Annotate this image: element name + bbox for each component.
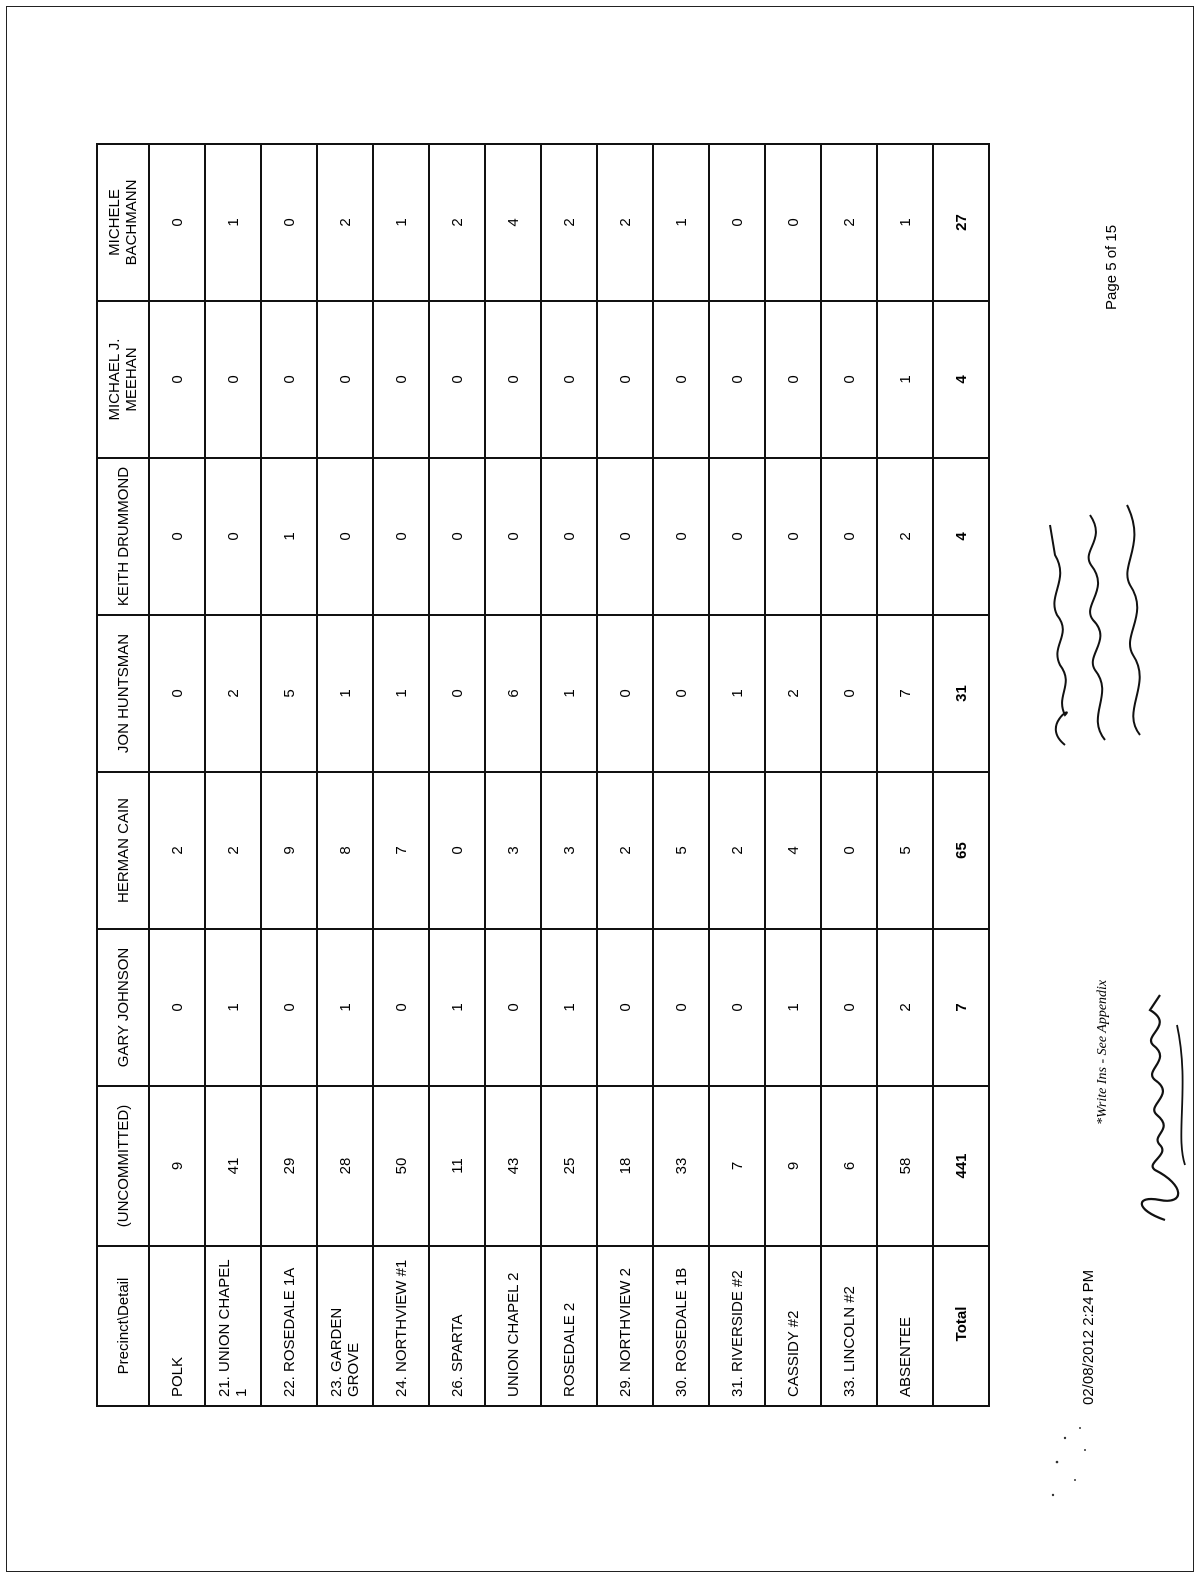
vote-count: 0 bbox=[429, 615, 485, 772]
vote-count: 1 bbox=[653, 144, 709, 301]
vote-count: 1 bbox=[317, 615, 373, 772]
vote-count: 0 bbox=[149, 301, 205, 458]
vote-count: 9 bbox=[765, 1086, 821, 1246]
precinct-name: 31. RIVERSIDE #2 bbox=[709, 1246, 765, 1406]
vote-count: 2 bbox=[597, 144, 653, 301]
column-header-candidate: (UNCOMMITTED) bbox=[97, 1086, 149, 1246]
vote-count: 0 bbox=[149, 929, 205, 1086]
vote-count: 5 bbox=[261, 615, 317, 772]
table-row bbox=[765, 144, 821, 1406]
vote-count: 0 bbox=[261, 144, 317, 301]
table-body bbox=[149, 144, 989, 1406]
vote-count: 1 bbox=[877, 301, 933, 458]
vote-count: 0 bbox=[149, 458, 205, 615]
vote-count: 9 bbox=[149, 1086, 205, 1246]
vote-count: 0 bbox=[373, 301, 429, 458]
vote-count: 1 bbox=[541, 929, 597, 1086]
column-header-candidate: HERMAN CAIN bbox=[97, 772, 149, 929]
vote-count: 5 bbox=[653, 772, 709, 929]
vote-count: 0 bbox=[149, 615, 205, 772]
total-count: 65 bbox=[933, 772, 989, 929]
vote-count: 5 bbox=[877, 772, 933, 929]
vote-count: 0 bbox=[653, 301, 709, 458]
vote-count: 0 bbox=[821, 301, 877, 458]
vote-count: 0 bbox=[429, 458, 485, 615]
total-label: Total bbox=[933, 1246, 989, 1406]
total-count: 4 bbox=[933, 301, 989, 458]
vote-count: 3 bbox=[541, 772, 597, 929]
column-header-candidate: JON HUNTSMAN bbox=[97, 615, 149, 772]
vote-count: 9 bbox=[261, 772, 317, 929]
vote-count: 2 bbox=[765, 615, 821, 772]
total-count: 27 bbox=[933, 144, 989, 301]
vote-count: 2 bbox=[821, 144, 877, 301]
vote-count: 1 bbox=[709, 615, 765, 772]
vote-count: 1 bbox=[765, 929, 821, 1086]
vote-count: 0 bbox=[373, 929, 429, 1086]
vote-count: 0 bbox=[261, 301, 317, 458]
total-count: 441 bbox=[933, 1086, 989, 1246]
vote-count: 0 bbox=[149, 144, 205, 301]
vote-count: 0 bbox=[373, 458, 429, 615]
vote-count: 1 bbox=[317, 929, 373, 1086]
precinct-name: UNION CHAPEL 2 bbox=[485, 1246, 541, 1406]
vote-count: 33 bbox=[653, 1086, 709, 1246]
vote-count: 0 bbox=[709, 458, 765, 615]
vote-count: 50 bbox=[373, 1086, 429, 1246]
vote-count: 7 bbox=[373, 772, 429, 929]
table-row bbox=[541, 144, 597, 1406]
vote-count: 1 bbox=[877, 144, 933, 301]
vote-count: 1 bbox=[205, 929, 261, 1086]
vote-count: 1 bbox=[429, 929, 485, 1086]
precinct-name: 30. ROSEDALE 1B bbox=[653, 1246, 709, 1406]
vote-count: 4 bbox=[485, 144, 541, 301]
precinct-name: 26. SPARTA bbox=[429, 1246, 485, 1406]
vote-count: 0 bbox=[597, 615, 653, 772]
vote-count: 28 bbox=[317, 1086, 373, 1246]
vote-count: 0 bbox=[765, 301, 821, 458]
vote-count: 0 bbox=[709, 144, 765, 301]
vote-count: 0 bbox=[821, 929, 877, 1086]
vote-count: 0 bbox=[709, 929, 765, 1086]
vote-count: 0 bbox=[597, 929, 653, 1086]
column-header-precinct: Precinct\Detail bbox=[97, 1246, 149, 1406]
vote-count: 0 bbox=[653, 615, 709, 772]
vote-count: 0 bbox=[317, 301, 373, 458]
vote-count: 0 bbox=[765, 458, 821, 615]
write-ins-note: *Write Ins - See Appendix bbox=[1095, 979, 1110, 1125]
vote-count: 2 bbox=[205, 615, 261, 772]
vote-count: 0 bbox=[317, 458, 373, 615]
precinct-name: CASSIDY #2 bbox=[765, 1246, 821, 1406]
vote-count: 1 bbox=[261, 458, 317, 615]
table-row bbox=[261, 144, 317, 1406]
header-row bbox=[97, 144, 149, 1406]
vote-count: 0 bbox=[597, 301, 653, 458]
table-row bbox=[653, 144, 709, 1406]
precinct-name: ABSENTEE bbox=[877, 1246, 933, 1406]
vote-count: 4 bbox=[765, 772, 821, 929]
vote-count: 43 bbox=[485, 1086, 541, 1246]
column-header-candidate: KEITH DRUMMOND bbox=[97, 458, 149, 615]
precinct-name: 33. LINCOLN #2 bbox=[821, 1246, 877, 1406]
vote-count: 0 bbox=[541, 301, 597, 458]
vote-count: 2 bbox=[317, 144, 373, 301]
vote-count: 2 bbox=[877, 458, 933, 615]
table-row bbox=[821, 144, 877, 1406]
page-number: Page 5 of 15 bbox=[1103, 224, 1120, 310]
precinct-name: 21. UNION CHAPEL 1 bbox=[205, 1246, 261, 1406]
precinct-name: 29. NORTHVIEW 2 bbox=[597, 1246, 653, 1406]
vote-count: 1 bbox=[205, 144, 261, 301]
vote-count: 0 bbox=[597, 458, 653, 615]
vote-count: 2 bbox=[709, 772, 765, 929]
vote-count: 0 bbox=[485, 458, 541, 615]
total-count: 7 bbox=[933, 929, 989, 1086]
vote-count: 2 bbox=[597, 772, 653, 929]
precinct-name: 24. NORTHVIEW #1 bbox=[373, 1246, 429, 1406]
table-row bbox=[373, 144, 429, 1406]
table-row bbox=[709, 144, 765, 1406]
column-header-candidate: MICHAEL J. MEEHAN bbox=[97, 301, 149, 458]
vote-count: 1 bbox=[541, 615, 597, 772]
table-row bbox=[205, 144, 261, 1406]
precinct-name: 23. GARDEN GROVE bbox=[317, 1246, 373, 1406]
vote-count: 0 bbox=[653, 458, 709, 615]
vote-count: 0 bbox=[261, 929, 317, 1086]
column-header-candidate: MICHELE BACHMANN bbox=[97, 144, 149, 301]
vote-count: 1 bbox=[373, 144, 429, 301]
table-row bbox=[149, 144, 205, 1406]
vote-count: 0 bbox=[821, 615, 877, 772]
vote-count: 18 bbox=[597, 1086, 653, 1246]
table-row bbox=[429, 144, 485, 1406]
vote-count: 6 bbox=[821, 1086, 877, 1246]
vote-count: 2 bbox=[205, 772, 261, 929]
table-row bbox=[485, 144, 541, 1406]
vote-count: 0 bbox=[485, 301, 541, 458]
vote-count: 0 bbox=[429, 772, 485, 929]
signature-right bbox=[1035, 455, 1165, 755]
vote-count: 0 bbox=[821, 772, 877, 929]
vote-count: 0 bbox=[485, 929, 541, 1086]
vote-count: 58 bbox=[877, 1086, 933, 1246]
total-count: 4 bbox=[933, 458, 989, 615]
vote-count: 11 bbox=[429, 1086, 485, 1246]
vote-count: 2 bbox=[149, 772, 205, 929]
vote-count: 7 bbox=[709, 1086, 765, 1246]
vote-count: 1 bbox=[373, 615, 429, 772]
vote-count: 0 bbox=[653, 929, 709, 1086]
total-count: 31 bbox=[933, 615, 989, 772]
vote-count: 6 bbox=[485, 615, 541, 772]
vote-count: 2 bbox=[541, 144, 597, 301]
report-date: 02/08/2012 2:24 PM bbox=[1080, 1269, 1097, 1405]
precinct-name: 22. ROSEDALE 1A bbox=[261, 1246, 317, 1406]
vote-count: 7 bbox=[877, 615, 933, 772]
vote-count: 0 bbox=[429, 301, 485, 458]
precinct-name: ROSEDALE 2 bbox=[541, 1246, 597, 1406]
vote-count: 25 bbox=[541, 1086, 597, 1246]
vote-count: 41 bbox=[205, 1086, 261, 1246]
results-table bbox=[96, 143, 990, 1407]
vote-count: 8 bbox=[317, 772, 373, 929]
vote-count: 0 bbox=[205, 458, 261, 615]
column-header-candidate: GARY JOHNSON bbox=[97, 929, 149, 1086]
total-row bbox=[933, 144, 989, 1406]
scan-specks bbox=[1045, 1420, 1095, 1500]
vote-count: 3 bbox=[485, 772, 541, 929]
table-row bbox=[877, 144, 933, 1406]
vote-count: 0 bbox=[205, 301, 261, 458]
signature-left bbox=[1115, 965, 1195, 1225]
precinct-name: POLK bbox=[149, 1246, 205, 1406]
table-row bbox=[597, 144, 653, 1406]
vote-count: 0 bbox=[709, 301, 765, 458]
vote-count: 0 bbox=[541, 458, 597, 615]
vote-count: 2 bbox=[877, 929, 933, 1086]
vote-count: 0 bbox=[821, 458, 877, 615]
table-row bbox=[317, 144, 373, 1406]
vote-count: 0 bbox=[765, 144, 821, 301]
vote-count: 2 bbox=[429, 144, 485, 301]
vote-count: 29 bbox=[261, 1086, 317, 1246]
